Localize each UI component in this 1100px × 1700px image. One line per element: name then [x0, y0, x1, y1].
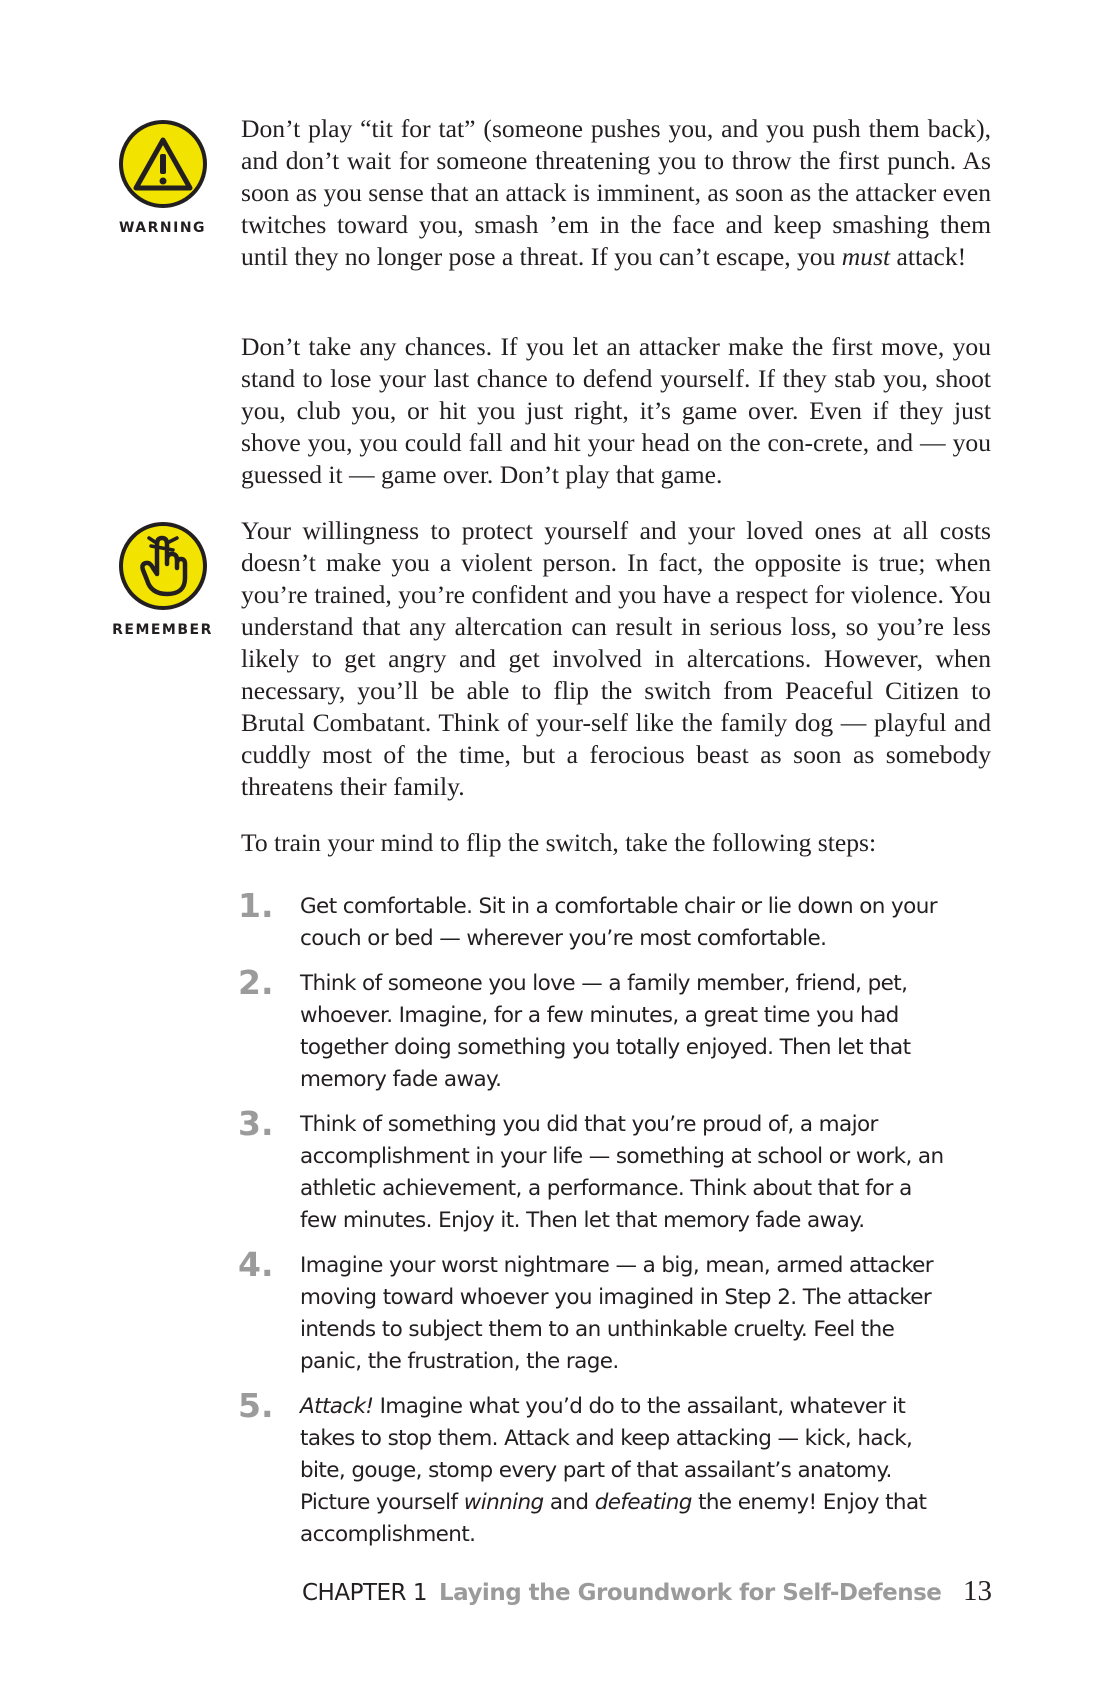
step-text: Imagine your worst nightmare — a big, mean, armed attacker moving toward whoever you imagined in Step 2. The attacker intends to subject them to an unthinkable cruelty. Feel the panic, the frustration, the rage.: [300, 1253, 934, 1374]
page-footer: [302, 1575, 992, 1608]
step-text: [300, 1389, 950, 1551]
list-item: [238, 963, 958, 1096]
step-text: Get comfortable. Sit in a comfortable chair or lie down on your couch or bed — wherever you’re most comfortable.: [300, 894, 937, 951]
page-number: 13: [963, 1575, 992, 1607]
warning-paragraph: [241, 113, 991, 273]
step-text-a: Imagine what you’d do to the assailant, whatever it takes to stop them. Attack and keep attacking — kick, hack, bite, gouge, stomp every part of that assailant’s anatomy. Picture yourself: [300, 1394, 913, 1515]
step-number: 5.: [238, 1386, 274, 1425]
chapter-label: CHAPTER 1: [302, 1580, 427, 1606]
step-number: 1.: [238, 886, 274, 925]
step-text-c: the enemy! Enjoy that accomplishment.: [300, 1490, 927, 1547]
warning-label: WARNING: [118, 220, 207, 236]
chapter-title: Laying the Groundwork for Self-Defense: [438, 1580, 942, 1606]
warning-callout: [100, 120, 225, 236]
steps-intro: To train your mind to flip the switch, take the following steps:: [241, 828, 877, 857]
list-item: [238, 886, 958, 955]
step-number: 4.: [238, 1245, 274, 1284]
step-lead: Attack!: [300, 1394, 374, 1419]
warning-text: Don’t play “tit for tat” (someone pushes you, and you push them back), and don’t wait for someone threatening you to throw the first punch. As soon as you sense that an attack is imminent, as soon as the attacker even twitches toward you, smash ’em in the face and keep smashing them until they no longer pose a threat. If you can’t escape, you: [241, 114, 991, 271]
list-item: [238, 1386, 958, 1551]
body-paragraph-2: Don’t take any chances. If you let an attacker make the first move, you stand to lose your last chance to defend yourself. If they stab you, shoot you, club you, or hit you just right, it’s game over. Even if they just shove you, you could fall and hit your head on the con-crete, and — you guessed it — game over. Don’t play that game.: [241, 332, 991, 489]
warning-emphasis: must: [841, 242, 891, 271]
numbered-steps: [238, 886, 958, 1562]
string-tied-finger-icon: [119, 522, 207, 610]
list-item: [238, 1245, 958, 1378]
warning-triangle-icon: [119, 120, 207, 208]
warning-text-end: attack!: [890, 242, 967, 271]
step-text: Think of something you did that you’re proud of, a major accomplishment in your life — something at school or work, an athletic achievement, a performance. Think about that for a few minutes. Enjoy it. Then let that memory fade away.: [300, 1112, 944, 1233]
step-emphasis-defeating: defeating: [594, 1490, 692, 1515]
step-number: 2.: [238, 963, 274, 1002]
step-text: Think of someone you love — a family member, friend, pet, whoever. Imagine, for a few minutes, a great time you had together doing something you totally enjoyed. Then let that memory fade away.: [300, 971, 911, 1092]
list-item: [238, 1104, 958, 1237]
step-emphasis-winning: winning: [463, 1490, 544, 1515]
step-text-b: and: [543, 1490, 595, 1515]
remember-paragraph: Your willingness to protect yourself and your loved ones at all costs doesn’t make you a violent person. In fact, the opposite is true; when you’re trained, you’re confident and you have a respect for violence. You understand that any altercation can result in serious loss, so you’re less likely to get angry and get involved in altercations. However, when necessary, you’ll be able to flip the switch from Peaceful Citizen to Brutal Combatant. Think of your-self like the family dog — playful and cuddly most of the time, but a ferocious beast as soon as somebody threatens their family.: [241, 516, 991, 801]
remember-callout: [100, 522, 225, 638]
remember-label: REMEMBER: [112, 622, 213, 638]
step-number: 3.: [238, 1104, 274, 1143]
